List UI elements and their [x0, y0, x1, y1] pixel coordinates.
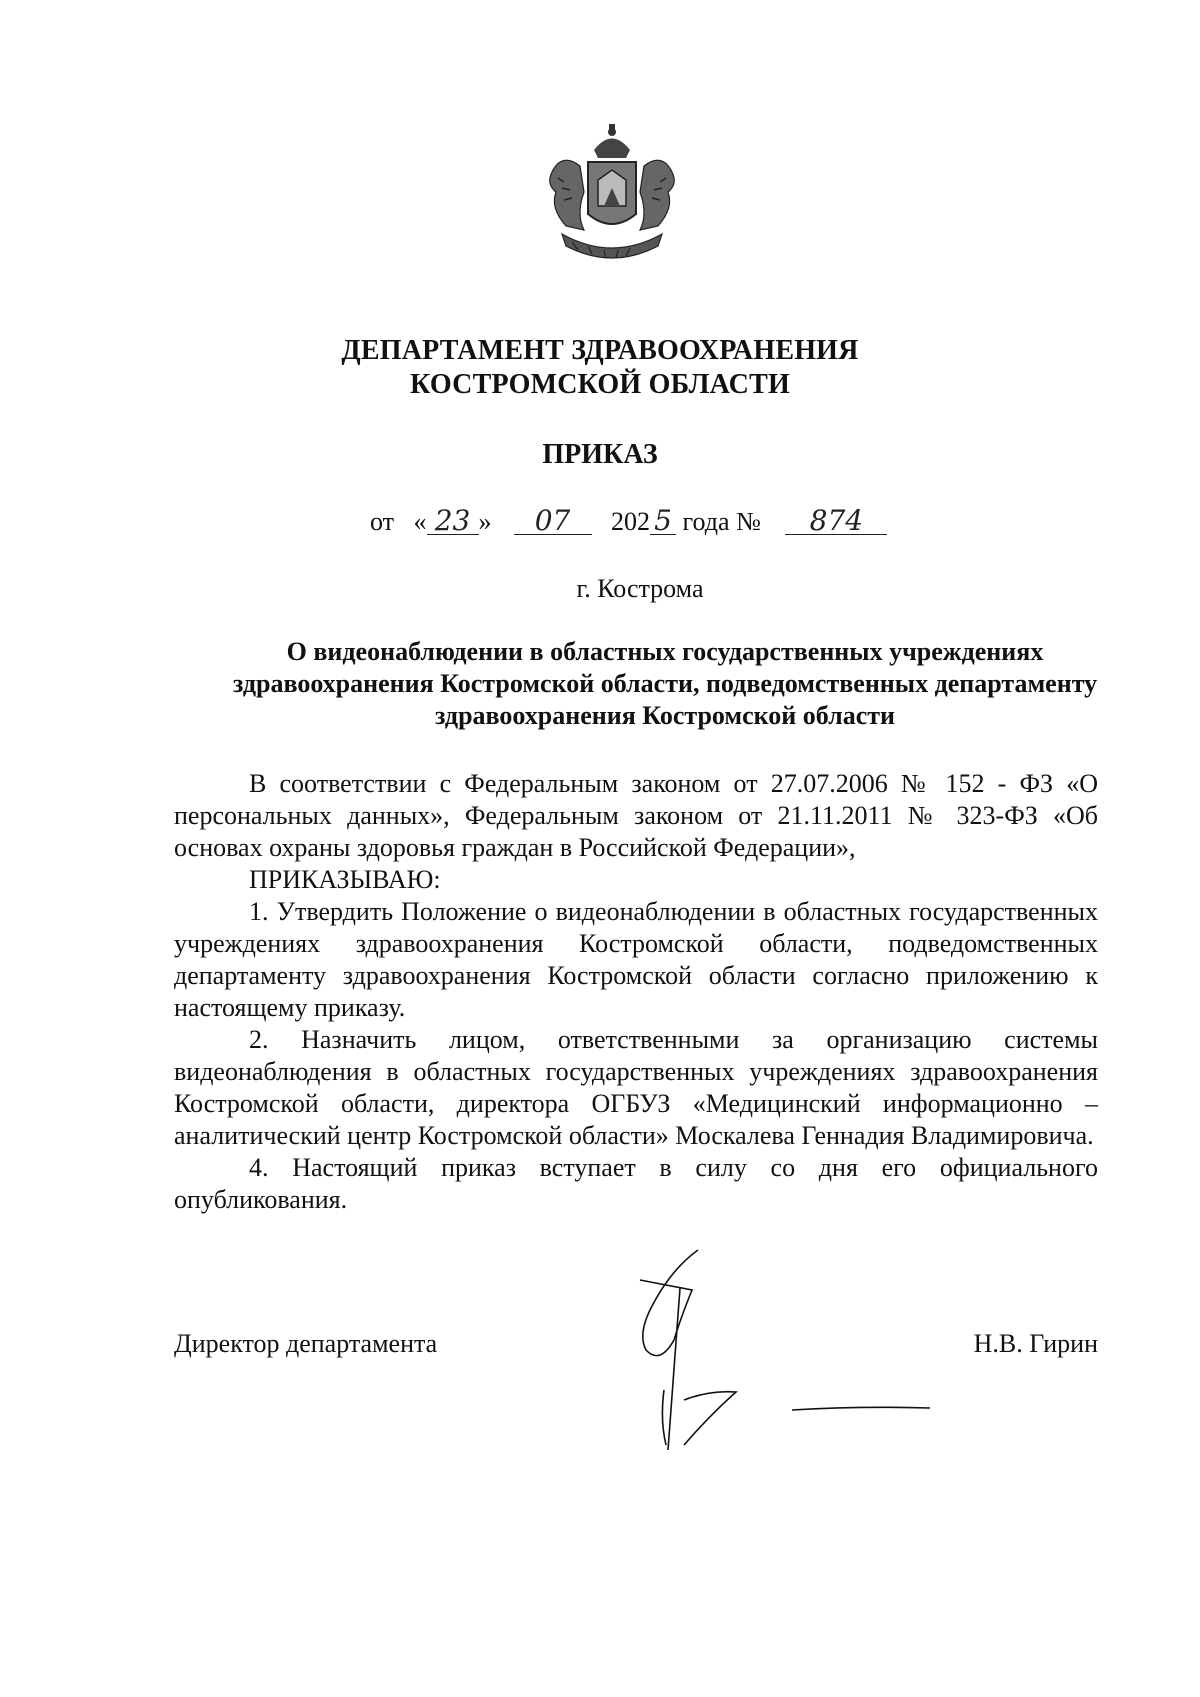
- year-prefix: 202: [611, 507, 651, 536]
- signatory-name: Н.В. Гирин: [973, 1329, 1098, 1358]
- document-type: ПРИКАЗ: [542, 439, 658, 470]
- item-4: 4. Настоящий приказ вступает в силу со дня его официального опубликования.: [174, 1153, 1098, 1214]
- handwritten-year-digit: 5: [650, 508, 676, 535]
- city: г. Кострома: [576, 574, 704, 603]
- quote-open: «: [413, 507, 427, 536]
- department-title-line1: ДЕПАРТАМЕНТ ЗДРАВООХРАНЕНИЯ: [341, 335, 859, 366]
- date-prefix: от: [370, 507, 395, 536]
- handwritten-signature: [580, 1240, 980, 1460]
- signatory-title: Директор департамента: [174, 1329, 438, 1358]
- order-word: ПРИКАЗЫВАЮ:: [249, 865, 441, 894]
- quote-close: »: [478, 507, 492, 536]
- year-word: года №: [682, 507, 761, 536]
- city-line: [0, 572, 1200, 606]
- department-title-line2: КОСТРОМСКОЙ ОБЛАСТИ: [410, 369, 790, 400]
- preamble: В соответствии с Федеральным законом от 27.07.2006 № 152 - ФЗ «О персональных данных», Федеральным законом от 21.11.2011 № 323-ФЗ «Об основах охраны здоровья граждан в Российской Федерации»,: [174, 769, 1098, 862]
- order-subject: О видеонаблюдении в областных государственных учреждениях здравоохранения Костромской области, подведомственных департаменту здравоохранения Костромской области: [232, 637, 1098, 730]
- order-body: [174, 768, 1098, 1216]
- date-number-line: [370, 505, 887, 539]
- handwritten-day: 23: [427, 508, 479, 535]
- handwritten-month: 07: [514, 508, 592, 535]
- coat-of-arms-icon: [532, 122, 692, 272]
- item-2: 2. Назначить лицом, ответственными за организацию системы видеонаблюдения в областных государственных учреждениях здравоохранения Костромской области, директора ОГБУЗ «Медицинский информационно – аналитический центр Костромской области» Москалева Геннадия Владимировича.: [174, 1025, 1098, 1150]
- handwritten-order-number: 874: [785, 508, 887, 535]
- item-1: 1. Утвердить Положение о видеонаблюдении в областных государственных учреждениях здравоохранения Костромской области, подведомственных департаменту здравоохранения Костромской области согласно приложению к настоящему приказу.: [174, 897, 1098, 1022]
